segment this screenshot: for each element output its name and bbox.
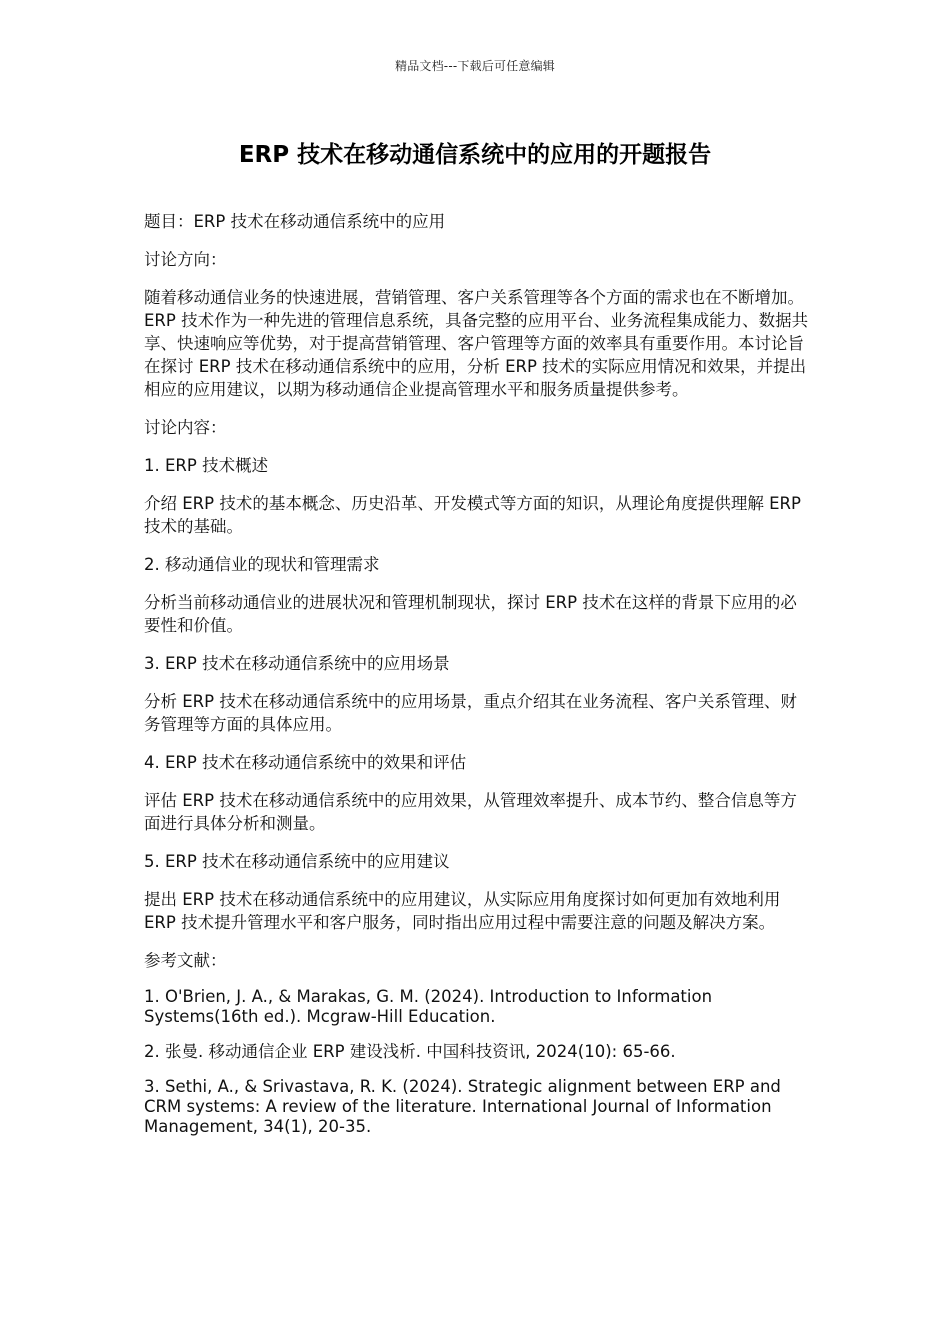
section-heading-2: 2. 移动通信业的现状和管理需求 xyxy=(144,555,380,574)
section-heading-3: 3. ERP 技术在移动通信系统中的应用场景 xyxy=(144,654,450,673)
section-text-1: 介绍 ERP 技术的基本概念、历史沿革、开发模式等方面的知识，从理论角度提供理解 ERP 技术的基础。 xyxy=(144,494,801,536)
reference-item-1: 1. O'Brien, J. A., & Marakas, G. M. (2024). Introduction to Information Systems(16th ed.). Mcgraw-Hill Education. xyxy=(144,987,713,1026)
direction-heading: 讨论方向： xyxy=(144,250,227,269)
section-heading-4: 4. ERP 技术在移动通信系统中的效果和评估 xyxy=(144,753,467,772)
direction-paragraph: 随着移动通信业务的快速进展，营销管理、客户关系管理等各个方面的需求也在不断增加。ERP 技术作为一种先进的管理信息系统，具备完整的应用平台、业务流程集成能力、数据共享、快速响应等优势，对于提高营销管理、客户管理等方面的效率具有重要作用。本讨论旨在探讨 ERP 技术在移动通信系统中的应用，分析 ERP 技术的实际应用情况和效果，并提出相应的应用建议，以期为移动通信企业提高管理水平和服务质量提供参考。 xyxy=(144,288,809,399)
section-text-5: 提出 ERP 技术在移动通信系统中的应用建议，从实际应用角度探讨如何更加有效地利用 ERP 技术提升管理水平和客户服务，同时指出应用过程中需要注意的问题及解决方案。 xyxy=(144,890,781,932)
content-heading: 讨论内容： xyxy=(144,418,227,437)
section-heading-5: 5. ERP 技术在移动通信系统中的应用建议 xyxy=(144,852,450,871)
document-body xyxy=(144,210,812,1152)
references-heading: 参考文献： xyxy=(144,951,227,970)
section-text-3: 分析 ERP 技术在移动通信系统中的应用场景，重点介绍其在业务流程、客户关系管理、财务管理等方面的具体应用。 xyxy=(144,692,797,734)
section-heading-1: 1. ERP 技术概述 xyxy=(144,456,269,475)
section-text-4: 评估 ERP 技术在移动通信系统中的应用效果，从管理效率提升、成本节约、整合信息等方面进行具体分析和测量。 xyxy=(144,791,797,833)
section-text-2: 分析当前移动通信业的进展状况和管理机制现状，探讨 ERP 技术在这样的背景下应用的必要性和价值。 xyxy=(144,593,797,635)
reference-item-3: 3. Sethi, A., & Srivastava, R. K. (2024). Strategic alignment between ERP and CRM systems: A review of the literature. International Journal of Information Management, 34(1), 20-35. xyxy=(144,1077,781,1136)
header-note: 精品文档---下载后可任意编辑 xyxy=(395,59,555,73)
reference-item-2: 2. 张曼. 移动通信企业 ERP 建设浅析. 中国科技资讯, 2024(10): 65-66. xyxy=(144,1042,676,1061)
topic-line: 题目：ERP 技术在移动通信系统中的应用 xyxy=(144,212,446,231)
document-title: ERP 技术在移动通信系统中的应用的开题报告 xyxy=(238,142,712,168)
